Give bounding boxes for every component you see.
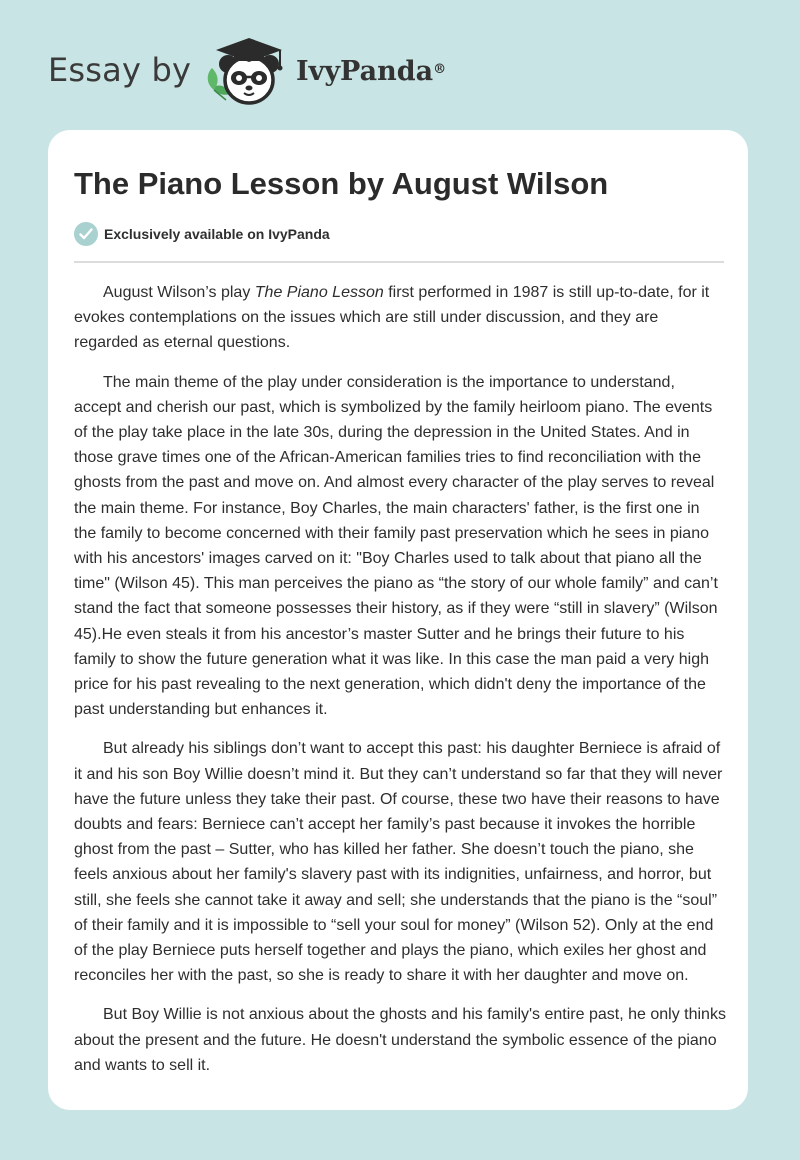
- paragraph-4: But Boy Willie is not anxious about the ghosts and his family's entire past, he only thinks about the present and the future. He doesn't understand the symbolic essence of the piano and wants to sell it.: [74, 1006, 726, 1074]
- exclusive-badge: [74, 222, 330, 246]
- paragraph-1: August Wilson’s play The Piano Lesson first performed in 1987 is still up-to-date, for it evokes contemplations on the issues which are still under discussion, and they are regarded as eternal questions.: [74, 284, 710, 352]
- site-header: [48, 30, 752, 110]
- paragraph-2: The main theme of the play under consideration is the importance to understand, accept and cherish our past, which is symbolized by the family heirloom piano. The events of the play take place in the late 30s, during the depression in the United States. And in those grave times one of the African-American families tries to find reconciliation with the ghosts from the past and move on. And almost every character of the play serves to reveal the main theme. For instance, Boy Charles, the main characters' father, is the first one in the family to become concerned with their family past preservation which he sees in piano with his ancestors' images carved on it: "Boy Charles used to talk about that piano all the time" (Wilson 45). This man perceives the piano as “the story of our whole family” and can’t stand the fact that someone possesses their history, as if they were “still in slavery” (Wilson 45).He even steals it from his ancestor’s master Sutter and he brings their future to his family to show the future generation what it was like. In this case the man paid a very high price for his past revealing to the next generation, which didn't deny the importance of the past understanding but enhances it.: [74, 373, 718, 719]
- exclusive-badge-label: Exclusively available on IvyPanda: [104, 226, 330, 242]
- essay-body: [74, 280, 726, 1092]
- check-icon: [74, 222, 98, 246]
- panda-graduate-icon[interactable]: [200, 34, 292, 110]
- paragraph-3: But already his siblings don’t want to accept this past: his daughter Berniece is afraid of it and his son Boy Willie doesn’t mind it. But they can’t understand so far that they will never have the future unless they take their past. Of course, these two have their reasons to have doubts and fears: Berniece can’t accept her family’s past because it invokes the horrible ghost from the past – Sutter, who has killed her father. She doesn’t touch the piano, she feels anxious about her family's slavery past with its indignities, unfairness, and horror, but still, she feels she cannot take it away and sell; she understands that the piano is the “soul” of their family and it is impossible to “sell your soul for money” (Wilson 52). Only at the end of the play Berniece puts herself together and plays the piano, which exiles her ghost and reconciles her with the past, so she is ready to share it with her daughter and move on.: [74, 740, 723, 985]
- essay-title: The Piano Lesson by August Wilson: [74, 166, 609, 201]
- essay-by-label: Essay by: [48, 51, 192, 89]
- essay-card: [48, 130, 748, 1110]
- brand-logo-text[interactable]: IvyPanda®: [296, 56, 447, 87]
- title-divider: [74, 261, 724, 263]
